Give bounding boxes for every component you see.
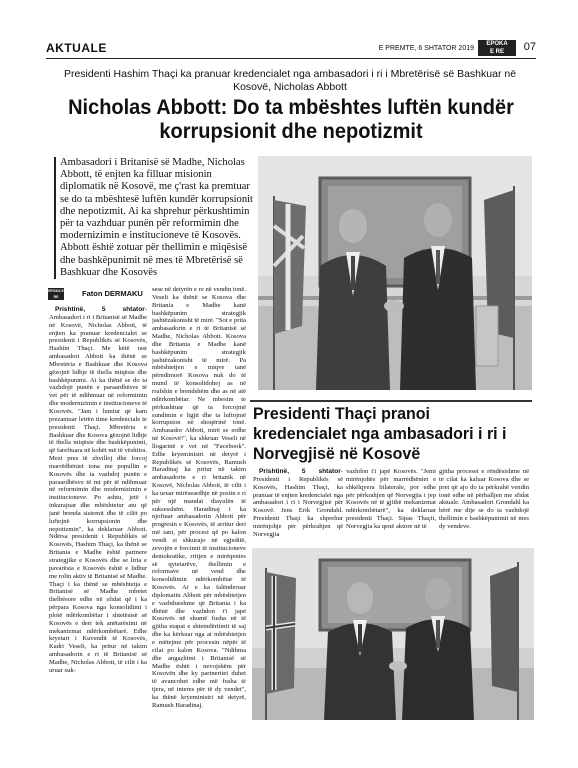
column-text: vazhdon t'i japë Kosovës. "Jemi mirënjohës për marrëdhëniet e shkëlqyera bilaterale, por edhe për përkrahjen që Norvegjia i jep Kosovës në të gjithë mekanizmat ndërkombëtarë", ka deklaruar presidenti Thaçi. Sipas Thaçit, Norvegjia ka qenë aktore në të — [346, 468, 436, 530]
page-header — [46, 40, 536, 59]
article-kicker: Presidenti Hashim Thaçi ka pranuar kredencialet nga ambasadori i ri i Mbretërisë së Bashkuar në Kosovë, Nicholas Abbott — [63, 68, 517, 93]
newspaper-logo: EPOKA E RE — [478, 40, 516, 56]
second-article-column-1 — [253, 468, 343, 542]
issue-date: E PREMTE, 6 SHTATOR 2019 — [378, 45, 474, 52]
column-text: gjitha proceset e rëndësishme në të cilat ka kaluar Kosova dhe se pret që ajo do ta përkrahë vendin tonë edhe në përballjen me sfidat aktuale. Ambasadori Grondahl ka bërë me dije se do ta vazhdojë thellimin e bashkëpunimit në mes dy vendeve. — [439, 468, 529, 530]
photo-illustration — [252, 548, 534, 720]
page-number: 07 — [523, 41, 536, 53]
column-text: sese në detyrën e re në vendin tonë. Veseli ka thënë se Kosova dhe Britania e Madhe kanë bashkëpunim strategjik jashtëzakonisht të mirë. "Sot e prita ambasadorin e ri të Britanisë së Madhe, Nicholas Abbott. Kosova dhe Britania e Madhe kanë bashkëpunim strategjik jashtëzakonisht të mirë. Pa mbështetjen e miqve tanë përndimorë Kosova nuk do të mund të konsolidohej as në rrafshin e brendshëm dhe as në atë ndërkombëtar. Ne mbesim te përkushtuar që ta forcojmë sundimin e ligjit dhe ta luftojmë korrupsion në shoqërinë tonë. Ambasador Abbott, mirë se erdhe në Kosovë!", ka shkruar Veseli në llogarinë e vet në "Facebook". Edhe kryeministri në detyrë i Republikës së Kosovës, Ramush Haradinaj ka pritur në takim ambasadorin e ri britanik në Kosovë, Nicholas Abbott, të cilit i ka uruar mirëseardhje në postin e ri për një mandat diayulën të suksesshëm. Haradinaj i ka njoftuar ambasadorin Abbott për progresin e Kosovës, të arritur deri më tani, për procesi që po kalon vendi si shkurajo në egjeditë, zevojën e forcimit të institucioneve demokratike, rritjen e mirëqenies së qytetarëve, thellimin e reformave në vend dhe konsolidimin ndërkombëtar të Kosovës. Ai e ka falënderuar diplomatin Abbott për mbështetjen e vazhdueshme që Britania i ka dhënë dhe vazhdon t'i japë Kosovës në shumë fusha në të gjitha etapat e shtetndërtimit të saj dhe ka kërkuar nga ai mbështetjen e mëtejme për procesin nëpër të cilat po kalon Kosova. "Ndihma dhe angazhimi i Britanisë së Madhe është i nevojshëm për Kosovën dhe ky partneritet duhet të avancohet edhe më fusha të tjera, në interes për të dy vendet", ka thënë kryeministri në detyrë, Ramush Haradinaj. — [152, 286, 246, 709]
main-article-column-2 — [152, 286, 246, 758]
handshake-photo-bottom — [252, 548, 534, 720]
section-divider — [250, 400, 532, 402]
column-text: - Ambasadori i ri i Britanisë së Madhe në Kosovë, Nicholas Abbott, të enjten ka pranuar kredencialet se presidenti i Republikës së Kosovës, Hashim Thaçi. Me këtë rast ambasadori Abbott ka thënë se Mbretëria e Bashkuar dhe Kosova gëzojnë lidhje të thella miqësie dhe bashkëpunimi. Ai ka thënë se do ta vazhdojë punën e paraardhësve të vet për të ndihmuar në reformimin dhe modernizimin e institucioneve të Kosovës. "Jam i lumtur që kam prezantuar letrën time kredenciale te presidenti Thaçi. Mbretëria e Bashkuar dhe Kosova gëzojnë lidhje të thella miqësie dhe bashkëpunimi, që fareftuara në kohët më të vështira. Mezi pres të zhvilloj dhe forcoj marrëdhëniet tona me popullin e Kosovës dhe ta vazhdoj punën e paraardhësve të mi për të ndihmuar në reformimin dhe modernizimin e institucioneve. Po ashtu, jetë i inkurajuar dhe mbështetur atu që janë brenda sistemit dhe të cilët po luftojnë korrupsionin dhe nepotizmin", ka deklaruar Abbott. Ndërsa presidenti i Republikës së Kosovës, Hashim Thaçi, ka thënë se Britania e Madhe është partnere strategjike e Kosovës dhe se liria e pavarësia e Kosovës është e lidhur me rolin aktiv të Britanisë së Madhe. Thaçi i ka thënë se mbështetja e Britanisë së Madhe mbetet thelbësore edhe në sfidat që i ka përpara Kosova nga konsolidimi i plotë ndërkombëtar i shtetësisë së Kosovës e deri tek anëtarësimi në mekanizmat ndërkombëtarë. Edhe kryetari i Kuvendit të Kosovës, Kadri Veseli, ka pritur në takim ambasadorin e ri të Britanisë së Madhe, Nicholas Abbott, të cilit i ka uruar suk- — [49, 306, 147, 674]
dateline: Prishtinë, 5 shtator — [259, 468, 341, 475]
second-article-column-2 — [346, 468, 436, 542]
article-headline: Nicholas Abbott: Do ta mbështes luftën kundër korrupsionit dhe nepotizmit — [68, 95, 514, 143]
section-label: AKTUALE — [46, 41, 107, 55]
author-name: Faton DERMAKU — [82, 289, 143, 298]
photo-illustration — [258, 156, 532, 390]
column-text: - Presidenti i Republikës së Kosovës, Hashim Thaçi, ka pranuar të enjten kredencialet nga ambasadori i ri i Norvegjisë për Kosovë. Jens Erik Grondahl. Presidenti Thaçi ka shprehur mirënjohje për përkrahjen që Norvegjia — [253, 468, 343, 538]
second-article-headline: Presidenti Thaçi pranoi kredencialet nga ambasadori i ri i Norvegjisë në Kosovë — [253, 405, 507, 463]
main-article-column-1 — [49, 306, 147, 758]
handshake-photo-top — [258, 156, 532, 390]
byline-logo: EPOKA E RE — [48, 289, 64, 299]
second-article-column-3 — [439, 468, 529, 542]
byline — [48, 288, 158, 302]
dateline: Prishtinë, 5 shtator — [55, 306, 145, 313]
article-lead: Ambasadori i Britanisë së Madhe, Nicholas Abbott, të enjten ka filluar misionin diplomatik në Kosovë, me ç'rast ka premtuar se do ta mbështesë luftën kundër korrupsionit dhe nepotizmit. Ai ka shprehur përkushtimin për ta vazhduar punën për reformimin dhe modernizimin e institucioneve të Kosovës. Abbott është zotuar për thellimin e miqësisë dhe bashkëpunimit në mes të Mbretërisë së Bashkuar dhe Kosovës — [54, 157, 256, 279]
